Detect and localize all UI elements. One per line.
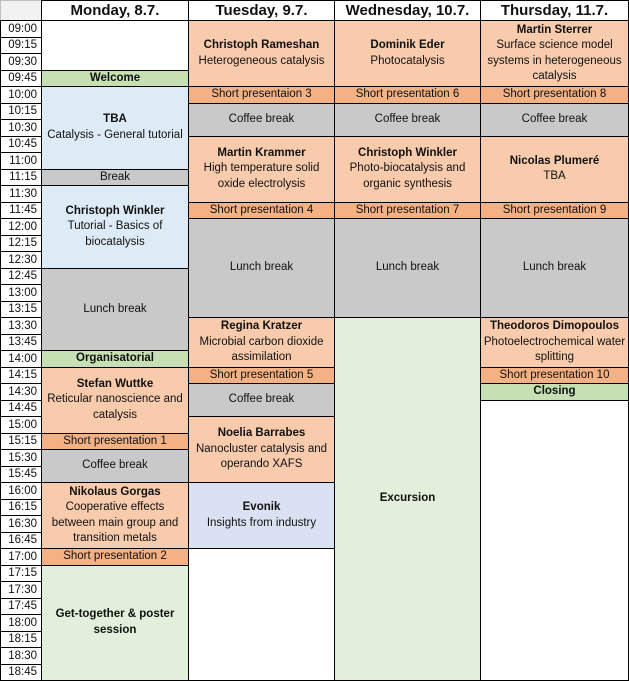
- time-label: 10:15: [0, 103, 41, 120]
- event-coffee-break[interactable]: [334, 103, 480, 136]
- event-speaker: Noelia Barrabes: [217, 427, 306, 440]
- event-title: Reticular nanoscience and catalysis: [47, 393, 183, 421]
- event-title: Coffee break: [228, 393, 295, 406]
- event-speaker: TBA: [103, 113, 127, 126]
- event-speaker: Christoph Winkler: [358, 146, 457, 159]
- time-label: 09:45: [0, 70, 41, 87]
- time-label: 12:15: [0, 235, 41, 252]
- event-talk-barrabes[interactable]: [188, 416, 334, 482]
- time-label: 13:30: [0, 317, 41, 334]
- event-talk-dimopoulos[interactable]: [480, 317, 628, 367]
- time-label: 12:45: [0, 268, 41, 285]
- event-title: Surface science model systems in heterogeneous catalysis: [487, 39, 622, 82]
- time-label: 11:45: [0, 202, 41, 219]
- event-title: Nanocluster catalysis and operando XAFS: [195, 442, 328, 471]
- event-title: Lunch break: [229, 261, 294, 274]
- event-title: Lunch break: [375, 261, 440, 274]
- event-break[interactable]: [41, 169, 188, 186]
- event-title: Insights from industry: [206, 516, 317, 529]
- time-label: 12:00: [0, 218, 41, 235]
- event-title: Short presentation 4: [209, 203, 314, 216]
- event-coffee-break[interactable]: [188, 103, 334, 136]
- time-label: 15:15: [0, 433, 41, 450]
- time-label: 16:00: [0, 482, 41, 499]
- event-short-presentation-5[interactable]: [188, 367, 334, 384]
- event-title: Short presentaion 3: [211, 88, 312, 100]
- time-label: 16:30: [0, 515, 41, 532]
- time-label: 09:00: [0, 20, 41, 37]
- event-talk-kratzer[interactable]: [188, 317, 334, 367]
- event-speaker: Martin Sterrer: [516, 23, 593, 36]
- event-speaker: Christoph Winkler: [65, 204, 165, 217]
- event-title: Short presentation 6: [355, 88, 460, 100]
- day-header-thursday: Thursday, 11.7.: [480, 0, 628, 20]
- event-title: Photocatalysis: [370, 54, 445, 67]
- event-title: Short presentation 10: [499, 368, 610, 381]
- event-title: Coffee break: [374, 112, 441, 125]
- event-talk-rameshan[interactable]: [188, 20, 334, 86]
- event-title: High temperature solid oxide electrolysis: [203, 162, 320, 190]
- time-label: 18:30: [0, 647, 41, 664]
- event-title: Get-together & poster session: [55, 608, 175, 636]
- event-title: Photoelectrochemical water splitting: [483, 335, 626, 363]
- event-short-presentation-9[interactable]: [480, 202, 628, 219]
- event-tutorial-biocatalysis[interactable]: [41, 185, 188, 268]
- empty-slot: [480, 400, 628, 681]
- event-title: Coffee break: [228, 112, 295, 125]
- event-speaker: Christoph Rameshan: [203, 39, 320, 51]
- time-label: 15:00: [0, 416, 41, 433]
- event-welcome[interactable]: [41, 70, 188, 87]
- event-lunch-break[interactable]: [334, 218, 480, 317]
- time-label: 18:00: [0, 614, 41, 631]
- event-title: Coffee break: [82, 459, 148, 472]
- time-label: 12:30: [0, 251, 41, 268]
- time-label: 14:30: [0, 383, 41, 400]
- time-label: 11:00: [0, 152, 41, 169]
- event-title: Organisatorial: [76, 352, 154, 364]
- event-title: Photo-biocatalysis and organic synthesis: [349, 162, 466, 190]
- event-short-presentation-8[interactable]: [480, 86, 628, 103]
- event-speaker: Stefan Wuttke: [76, 377, 154, 390]
- day-header-wednesday: Wednesday, 10.7.: [334, 0, 480, 20]
- time-label: 17:15: [0, 565, 41, 582]
- event-short-presentation-4[interactable]: [188, 202, 334, 219]
- event-speaker: Dominik Eder: [370, 39, 445, 51]
- time-label: 17:30: [0, 581, 41, 598]
- event-title: Heterogeneous catalysis: [198, 54, 325, 67]
- time-label: 18:45: [0, 664, 41, 681]
- event-industry-evonik[interactable]: [188, 482, 334, 548]
- event-talk-eder[interactable]: [334, 20, 480, 86]
- event-lunch-break[interactable]: [188, 218, 334, 317]
- time-label: 14:00: [0, 350, 41, 367]
- event-short-presentation-1[interactable]: [41, 433, 188, 450]
- event-speaker: Evonik: [242, 501, 281, 513]
- time-label: 09:30: [0, 53, 41, 70]
- event-speaker: Nicolas Plumeré: [509, 154, 600, 167]
- event-excursion[interactable]: [334, 317, 480, 680]
- event-title: Lunch break: [83, 302, 147, 315]
- event-speaker: Nikolaus Gorgas: [69, 485, 161, 498]
- event-get-together[interactable]: [41, 565, 188, 681]
- event-lunch-break[interactable]: [41, 268, 188, 351]
- event-title: Short presentation 5: [209, 368, 314, 381]
- event-talk-gorgas[interactable]: [41, 482, 188, 548]
- event-title: Cooperative effects between main group and transition metals: [51, 501, 179, 544]
- time-label: 15:30: [0, 449, 41, 466]
- event-title: Closing: [533, 385, 576, 397]
- time-label: 15:45: [0, 466, 41, 483]
- time-label: 10:45: [0, 136, 41, 153]
- time-label: 10:30: [0, 119, 41, 136]
- time-label: 13:15: [0, 301, 41, 318]
- event-coffee-break[interactable]: [188, 383, 334, 416]
- event-lunch-break[interactable]: [480, 218, 628, 317]
- event-coffee-break[interactable]: [480, 103, 628, 136]
- event-title: Microbial carbon dioxide assimilation: [199, 335, 324, 363]
- event-talk-plumere[interactable]: [480, 136, 628, 202]
- event-title: Welcome: [89, 71, 141, 84]
- event-title: Catalysis - General tutorial: [47, 128, 183, 141]
- time-label: 10:00: [0, 86, 41, 103]
- event-coffee-break[interactable]: [41, 449, 188, 482]
- event-title: Short presentation 8: [502, 88, 607, 100]
- event-short-presentation-10[interactable]: [480, 367, 628, 384]
- event-organisatorial[interactable]: [41, 350, 188, 367]
- event-title: Short presentation 1: [63, 434, 167, 447]
- event-short-presentation-2[interactable]: [41, 548, 188, 565]
- time-label: 14:45: [0, 400, 41, 417]
- event-tutorial-general[interactable]: [41, 86, 188, 169]
- event-speaker: Martin Krammer: [217, 146, 306, 159]
- event-title: Lunch break: [522, 261, 587, 274]
- event-short-presentation-6[interactable]: [334, 86, 480, 103]
- time-label: 16:15: [0, 499, 41, 516]
- time-label: 17:00: [0, 548, 41, 565]
- time-label: 13:45: [0, 334, 41, 351]
- time-label: 13:00: [0, 284, 41, 301]
- event-title: Short presentation 9: [502, 203, 607, 216]
- event-speaker: Theodoros Dimopoulos: [489, 320, 620, 332]
- event-short-presentation-7[interactable]: [334, 202, 480, 219]
- time-label: 17:45: [0, 598, 41, 615]
- event-talk-sterrer[interactable]: [480, 20, 628, 86]
- event-title: Short presentation 7: [355, 203, 460, 216]
- time-label: 11:15: [0, 169, 41, 186]
- empty-slot: [188, 548, 334, 680]
- event-closing[interactable]: [480, 383, 628, 400]
- time-label: 11:30: [0, 185, 41, 202]
- event-title: Short presentation 2: [63, 550, 167, 562]
- event-talk-winkler[interactable]: [334, 136, 480, 202]
- time-label: 14:15: [0, 367, 41, 384]
- event-speaker: Regina Kratzer: [220, 320, 303, 332]
- event-talk-wuttke[interactable]: [41, 367, 188, 433]
- time-label: 18:15: [0, 631, 41, 648]
- corner-header: [0, 0, 41, 20]
- event-title: Coffee break: [521, 112, 588, 125]
- event-title: Excursion: [379, 492, 436, 505]
- time-label: 09:15: [0, 37, 41, 54]
- day-header-tuesday: Tuesday, 9.7.: [188, 0, 334, 20]
- event-title: TBA: [543, 170, 566, 182]
- event-short-presentation-3[interactable]: [188, 86, 334, 103]
- day-header-monday: Monday, 8.7.: [41, 0, 188, 20]
- time-label: 16:45: [0, 532, 41, 549]
- event-title: Tutorial - Basics of biocatalysis: [67, 220, 163, 248]
- event-title: Break: [99, 170, 131, 183]
- empty-slot: [41, 20, 188, 70]
- event-talk-krammer[interactable]: [188, 136, 334, 202]
